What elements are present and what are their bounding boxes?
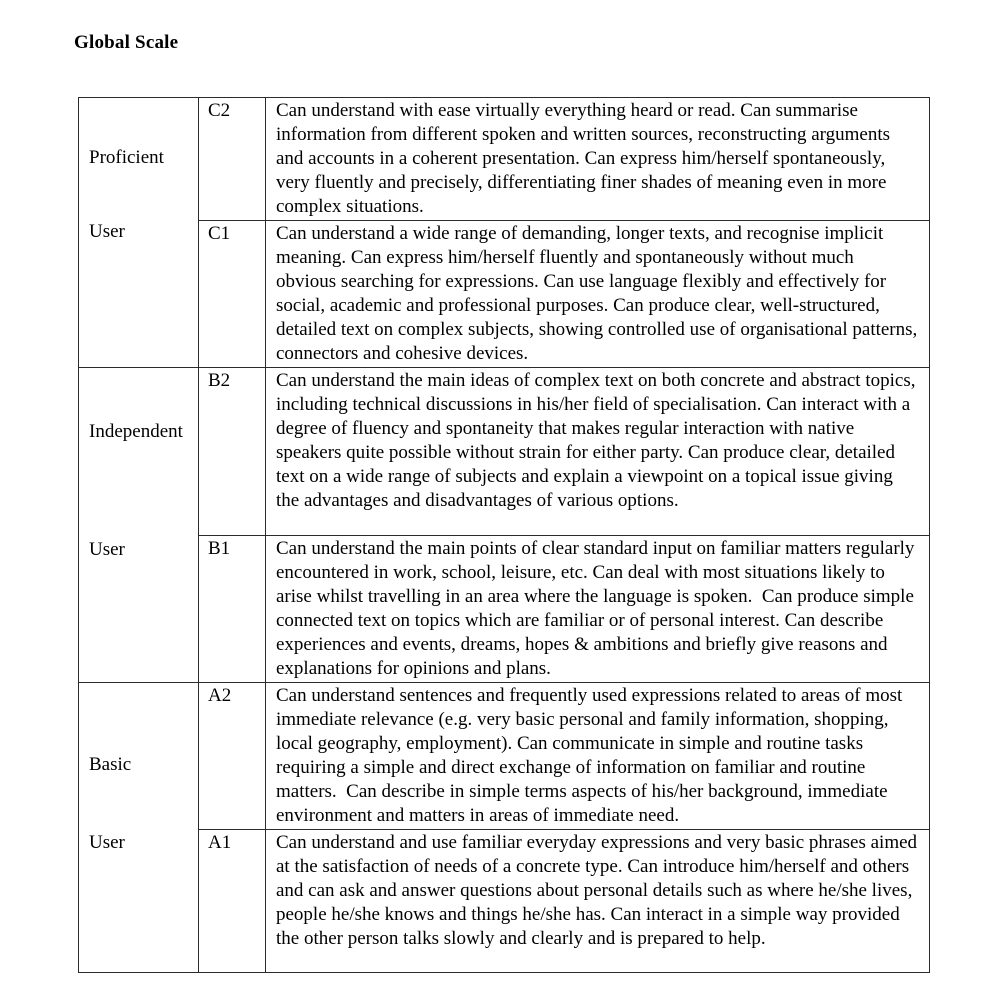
level-cell-c2: C2 bbox=[199, 98, 266, 221]
category-label-proficient: Proficient bbox=[89, 147, 164, 168]
global-scale-table bbox=[78, 97, 930, 973]
category-label-independent: Independent bbox=[89, 421, 183, 442]
level-cell-a1: A1 bbox=[199, 830, 266, 973]
description-cell-c1: Can understand a wide range of demanding, longer texts, and recognise implicit meaning. Can express him/herself fluently and spontaneously without much obvious searching for expressions. Can use language flexibly and effectively for social, academic and professional purposes. Can produce clear, well-structured, detailed text on complex subjects, showing controlled use of organisational patterns, connectors and cohesive devices. bbox=[266, 221, 930, 368]
category-cell-basic-user bbox=[79, 683, 199, 973]
category-label-user: User bbox=[89, 221, 125, 242]
table-row-c1 bbox=[79, 221, 930, 368]
description-cell-b1: Can understand the main points of clear standard input on familiar matters regularly encountered in work, school, leisure, etc. Can deal with most situations likely to arise whilst travelling in an area where the language is spoken. Can produce simple connected text on topics which are familiar or of personal interest. Can describe experiences and events, dreams, hopes & ambitions and briefly give reasons and explanations for opinions and plans. bbox=[266, 536, 930, 683]
description-cell-a2: Can understand sentences and frequently used expressions related to areas of most immediate relevance (e.g. very basic personal and family information, shopping, local geography, employment). Can communicate in simple and routine tasks requiring a simple and direct exchange of information on familiar and routine matters. Can describe in simple terms aspects of his/her background, immediate environment and matters in areas of immediate need. bbox=[266, 683, 930, 830]
description-cell-c2: Can understand with ease virtually everything heard or read. Can summarise information from different spoken and written sources, reconstructing arguments and accounts in a coherent presentation. Can express him/herself spontaneously, very fluently and precisely, differentiating finer shades of meaning even in more complex situations. bbox=[266, 98, 930, 221]
category-cell-independent-user bbox=[79, 368, 199, 683]
table-row-b1 bbox=[79, 536, 930, 683]
description-cell-b2: Can understand the main ideas of complex text on both concrete and abstract topics, including technical discussions in his/her field of specialisation. Can interact with a degree of fluency and spontaneity that makes regular interaction with native speakers quite possible without strain for either party. Can produce clear, detailed text on a wide range of subjects and explain a viewpoint on a topical issue giving the advantages and disadvantages of various options. bbox=[266, 368, 930, 536]
category-label-user: User bbox=[89, 539, 125, 560]
page-title: Global Scale bbox=[74, 32, 179, 53]
level-cell-b2: B2 bbox=[199, 368, 266, 536]
level-cell-b1: B1 bbox=[199, 536, 266, 683]
table-row-a2 bbox=[79, 683, 930, 830]
level-cell-c1: C1 bbox=[199, 221, 266, 368]
level-cell-a2: A2 bbox=[199, 683, 266, 830]
category-label-user: User bbox=[89, 832, 125, 853]
table-row-a1 bbox=[79, 830, 930, 973]
description-cell-a1: Can understand and use familiar everyday expressions and very basic phrases aimed at the satisfaction of needs of a concrete type. Can introduce him/herself and others and can ask and answer questions about personal details such as where he/she lives, people he/she knows and things he/she has. Can interact in a simple way provided the other person talks slowly and clearly and is prepared to help. bbox=[266, 830, 930, 973]
category-cell-proficient-user bbox=[79, 98, 199, 368]
category-label-basic: Basic bbox=[89, 754, 132, 775]
table-row-b2 bbox=[79, 368, 930, 536]
table-row-c2 bbox=[79, 98, 930, 221]
